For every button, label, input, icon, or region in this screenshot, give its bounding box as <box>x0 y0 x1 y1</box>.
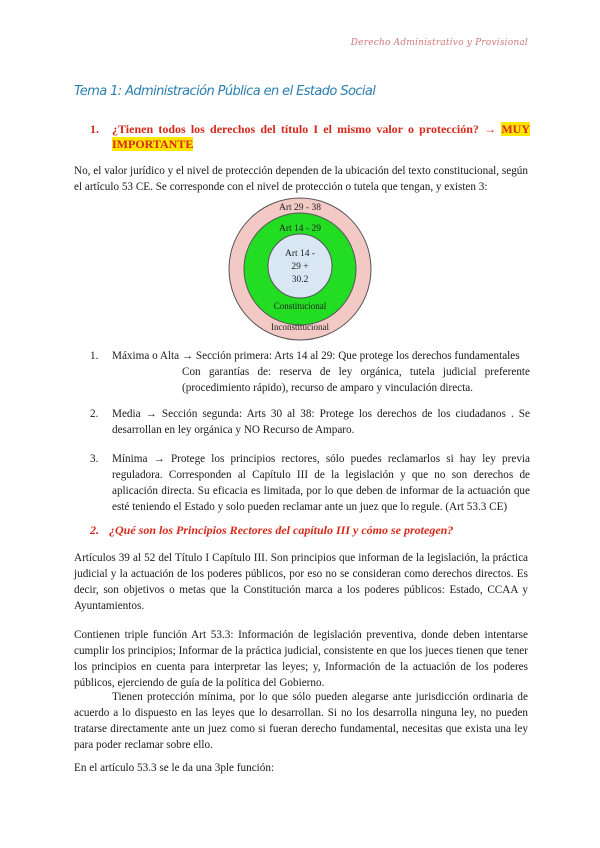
level-2-number: 2. <box>90 408 99 420</box>
level-3-number: 3. <box>90 453 99 465</box>
question-2 <box>90 523 453 538</box>
constitucional-label: Constitucional <box>273 301 327 311</box>
level-1-number: 1. <box>90 350 99 362</box>
level-1-text: Máxima o Alta → Sección primera: Arts 14 al 29: Que protege los derechos fundamentales <box>112 350 520 362</box>
paragraph-articles: Artículos 39 al 52 del Título I Capítulo III. Son principios que informan de la legislación, la práctica judicial y la actuación de los poderes públicos, por eso no se consideran como derechos directos. Es decir, son objetivos o metas que la Constitución marca a los poderes públicos: Estado, CCAA y Ayuntamientos. <box>74 552 528 612</box>
paragraph-final: En el artículo 53.3 se le da una 3ple función: <box>74 762 275 774</box>
inner-label-1: Art 14 - <box>284 249 316 259</box>
middle-label: Art 14 - 29 <box>279 224 321 234</box>
question-2-number: 2. <box>90 523 99 537</box>
highlight-importante: IMPORTANTE <box>112 137 194 151</box>
question-1-line1 <box>112 122 530 137</box>
highlight-muy: MUY <box>501 122 530 136</box>
intro-paragraph: No, el valor jurídico y el nivel de protección dependen de la ubicación del texto constitucional, según el artículo 53 CE. Se corresponde con el nivel de protección o tutela que tengan, y existen 3: <box>74 165 528 193</box>
inner-label-3: 30.2 <box>291 275 309 285</box>
question-1 <box>90 122 530 152</box>
question-1-line2 <box>112 137 530 152</box>
question-2-text: ¿Qué son los Principios Rectores del capítulo III y cómo se protegen? <box>109 523 454 537</box>
outer-label: Art 29 - 38 <box>279 203 321 213</box>
level-1 <box>90 348 530 396</box>
inconstitucional-label: Inconstitucional <box>271 322 329 332</box>
inner-label-2: 29 + <box>291 262 309 272</box>
level-1-subtext: Con garantías de: reserva de ley orgánica, tutela judicial preferente (procedimiento rápido), recurso de amparo y vinculación directa. <box>182 366 530 394</box>
page-title: Tema 1: Administración Pública en el Estado Social <box>74 84 376 99</box>
paragraph-protection: Tienen protección mínima, por lo que sólo pueden alegarse ante jurisdicción ordinaria de acuerdo a lo dispuesto en las leyes que lo desarrollan. Si no los desarrolla ninguna ley, no pueden tratarse directamente ante un juez como si fueran derecho fundamental, necesitas que exista una ley para poder reclamar sobre ello. <box>74 691 528 751</box>
question-1-text: ¿Tienen todos los derechos del título I el mismo valor o protección? → <box>112 122 497 136</box>
level-2 <box>90 406 530 438</box>
level-2-text: Media → Sección segunda: Arts 30 al 38: Protege los derechos de los ciudadanos . Se desarrollan en ley orgánica y NO Recurso de Amparo. <box>112 408 530 436</box>
question-1-number: 1. <box>90 122 99 136</box>
paragraph-triple-function: Contienen triple función Art 53.3: Información de legislación preventiva, donde deben intentarse cumplir los principios; Informar de la práctica judicial, consistente en que los jueces tienen que tener los principios en cuenta para interpretar las leyes; y, Información de la actuación de los poderes públicos, ejerciendo de guía de la política del Gobierno. <box>74 629 528 689</box>
running-header: Derecho Administrativo y Provisional <box>350 38 528 48</box>
level-3-text: Mínima → Protege los principios rectores, sólo puedes reclamarlos si hay ley previa reguladora. Corresponden al Capítulo III de la legislación y que no son derechos de aplicación directa. Su eficacia es limitada, por lo que deben de informar de la actuación que esté teniendo el Estado y solo pueden reclamar ante un juez que lo regule. (Art 53.3 CE) <box>112 453 530 513</box>
level-3 <box>90 451 530 515</box>
protection-levels-diagram <box>225 196 375 342</box>
